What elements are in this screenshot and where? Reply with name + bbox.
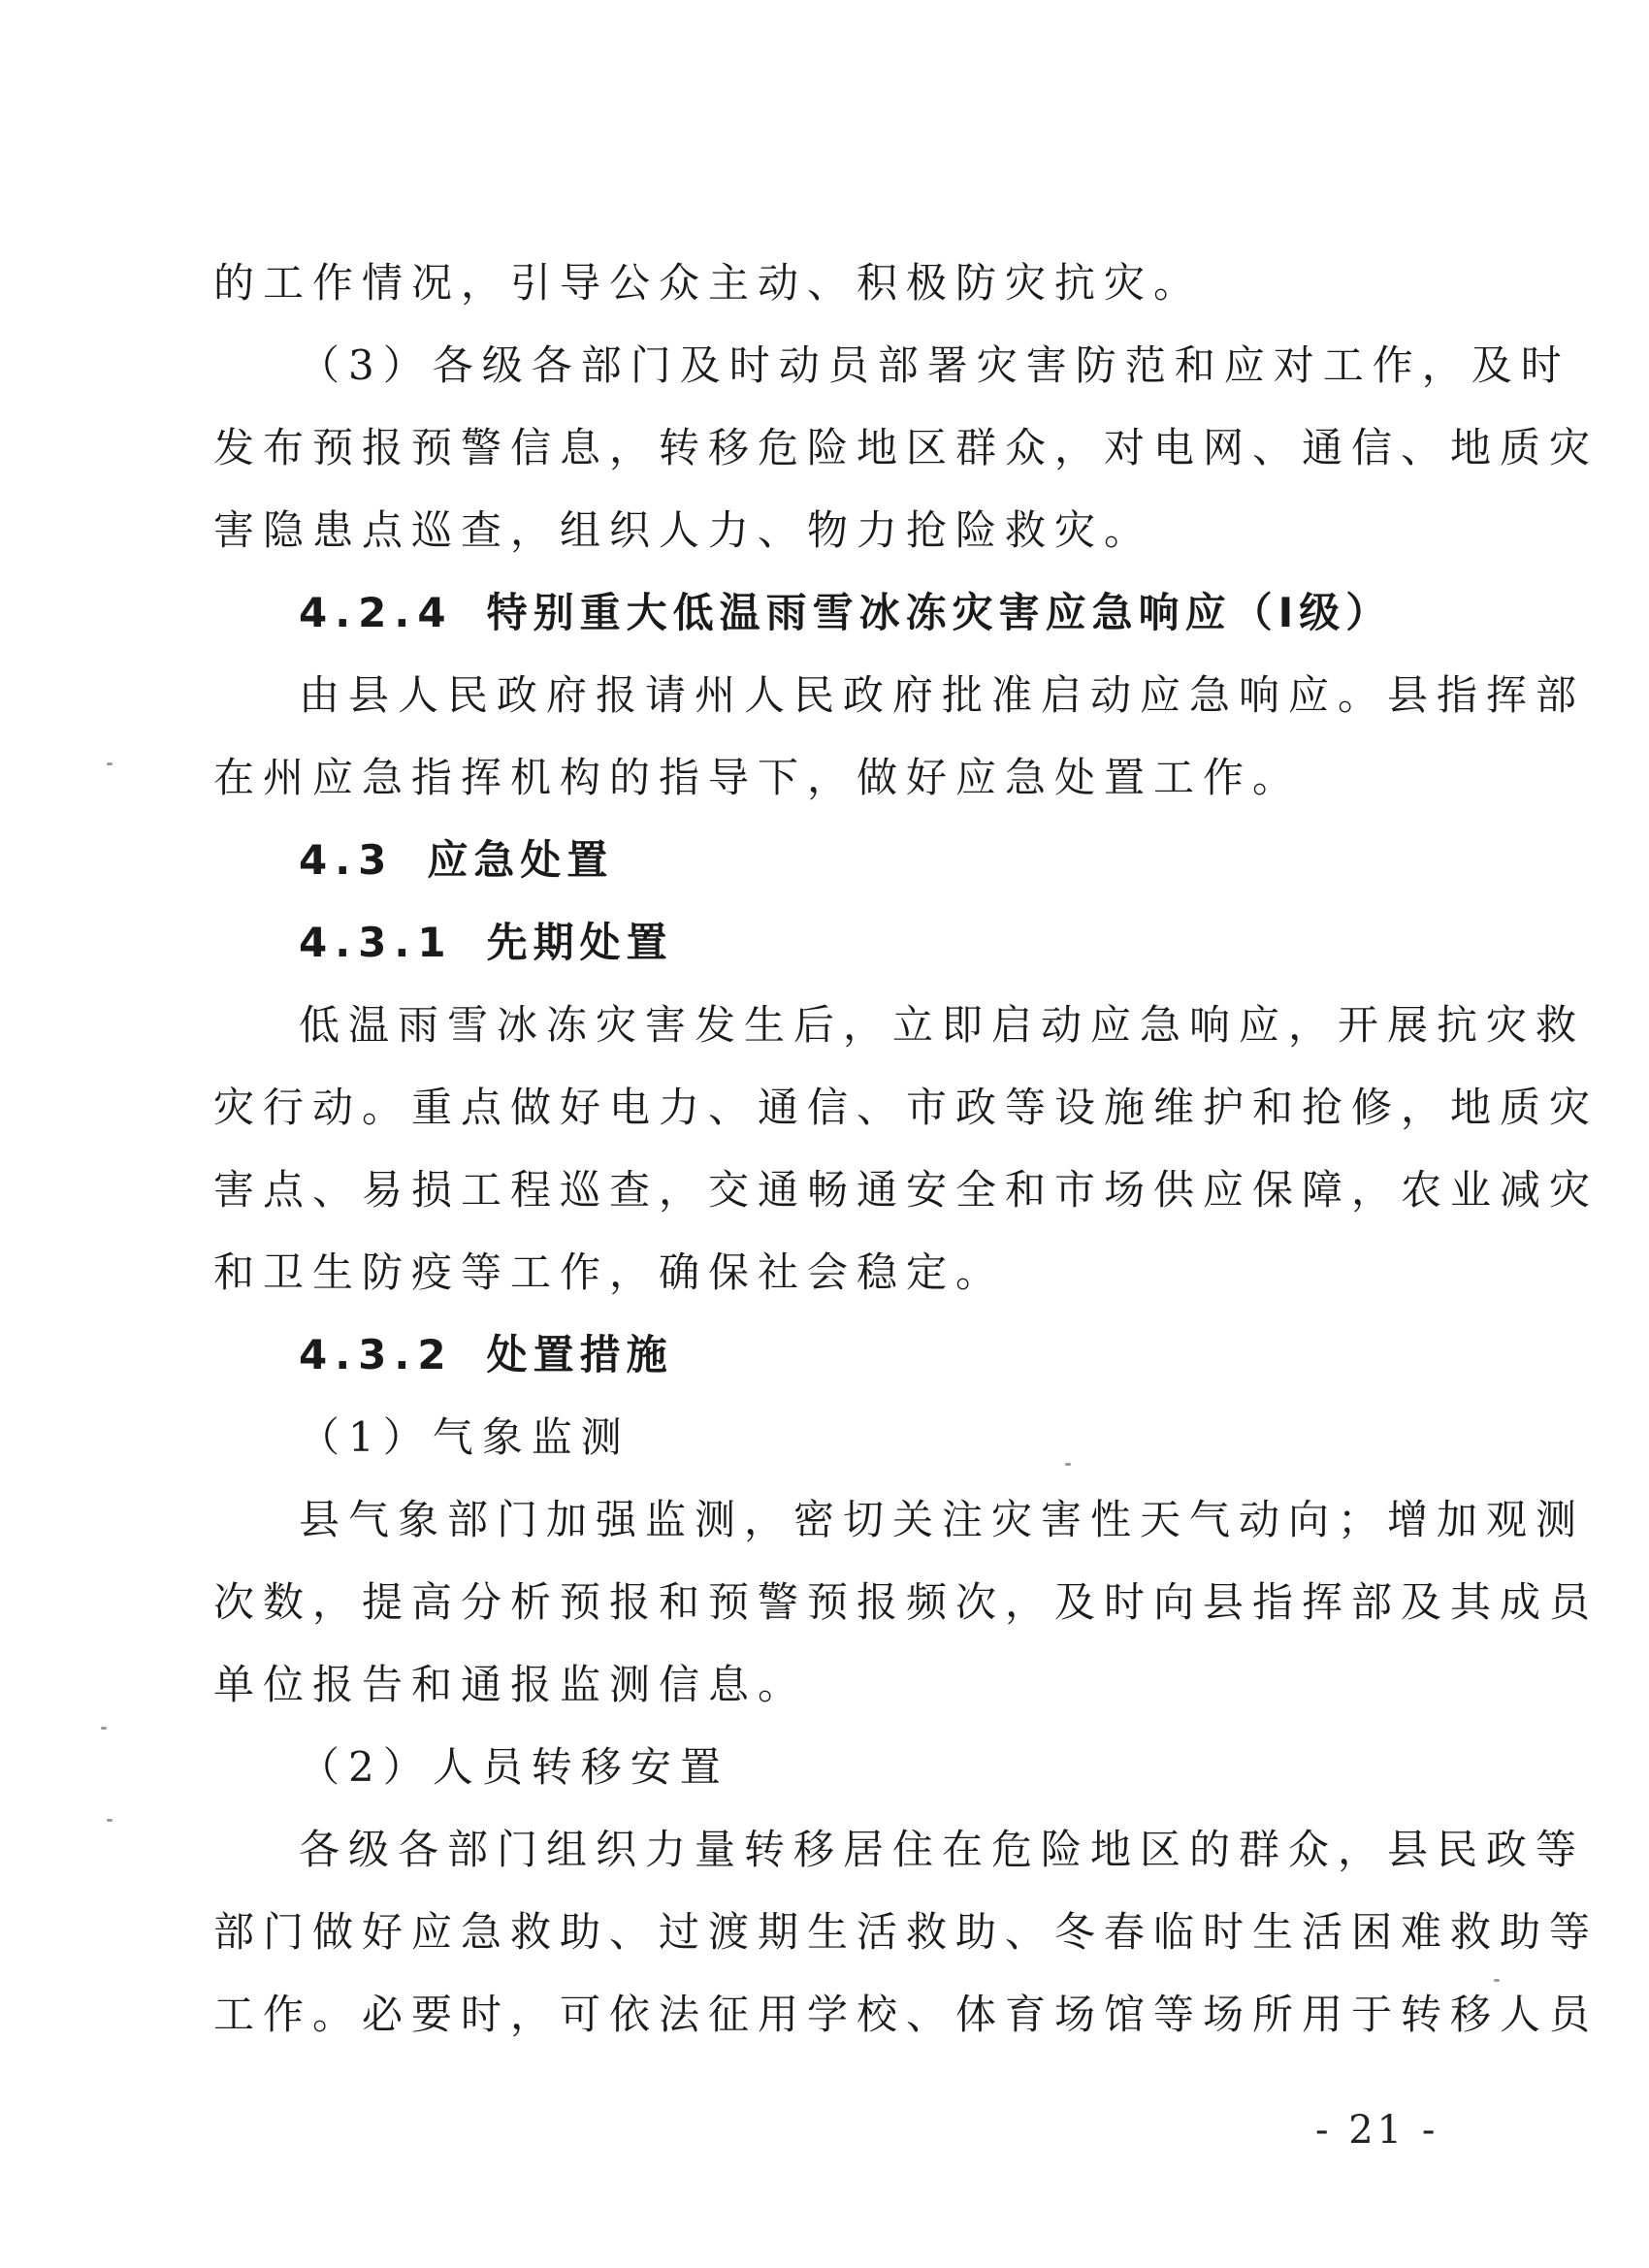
body-line: 低温雨雪冰冻灾害发生后，立即启动应急响应，开展抗灾救 — [299, 1001, 1586, 1049]
section-heading-4-2-4 — [299, 571, 1445, 655]
scan-speck — [101, 1727, 107, 1730]
body-line: （3）各级各部门及时动员部署灾害防范和应对工作，及时 — [299, 341, 1570, 389]
section-number: 4.3 — [299, 836, 395, 884]
body-line: 发布预报预警信息，转移危险地区群众，对电网、通信、地质灾 — [213, 424, 1600, 471]
section-title: 先期处置 — [486, 919, 673, 966]
body-line: 害隐患点巡查，组织人力、物力抢险救灾。 — [213, 506, 1154, 554]
section-heading-4-3-1 — [299, 901, 1445, 985]
section-heading-4-3 — [299, 819, 1445, 902]
scan-speck — [1494, 1979, 1500, 1982]
body-line: 由县人民政府报请州人民政府批准启动应急响应。县指挥部 — [299, 671, 1586, 719]
section-title: 处置措施 — [486, 1331, 673, 1378]
section-number: 4.3.1 — [299, 919, 454, 966]
subsection-title: （1）气象监测 — [299, 1413, 630, 1461]
scan-speck — [107, 762, 113, 765]
section-heading-4-3-2 — [299, 1313, 1445, 1397]
body-line: 和卫生防疫等工作，确保社会稳定。 — [213, 1248, 1006, 1296]
section-title: 应急处置 — [427, 836, 614, 884]
section-number: 4.3.2 — [299, 1331, 454, 1378]
body-line: 次数，提高分析预报和预警预报频次，及时向县指挥部及其成员 — [213, 1578, 1600, 1626]
body-line: 单位报告和通报监测信息。 — [213, 1661, 808, 1708]
body-line: 各级各部门组织力量转移居住在危险地区的群众，县民政等 — [299, 1826, 1586, 1873]
body-line: 部门做好应急救助、过渡期生活救助、冬春临时生活困难救助等 — [213, 1908, 1600, 1956]
body-line: 害点、易损工程巡查，交通畅通安全和市场供应保障，农业减灾 — [213, 1166, 1600, 1214]
body-line: 灾行动。重点做好电力、通信、市政等设施维护和抢修，地质灾 — [213, 1084, 1600, 1131]
page-number: - 21 - — [1315, 2108, 1439, 2153]
section-number: 4.2.4 — [299, 589, 454, 636]
scan-speck — [107, 1819, 113, 1822]
body-line: 在州应急指挥机构的指导下，做好应急处置工作。 — [213, 754, 1303, 801]
body-line: 工作。必要时，可依法征用学校、体育场馆等场所用于转移人员 — [213, 1991, 1600, 2038]
section-title: 特别重大低温雨雪冰冻灾害应急响应（Ⅰ级） — [486, 589, 1393, 636]
body-line: 县气象部门加强监测，密切关注灾害性天气动向；增加观测 — [299, 1496, 1586, 1543]
body-line: 的工作情况，引导公众主动、积极防灾抗灾。 — [213, 259, 1204, 307]
subsection-title: （2）人员转移安置 — [299, 1743, 729, 1791]
scan-speck — [1065, 1463, 1071, 1466]
